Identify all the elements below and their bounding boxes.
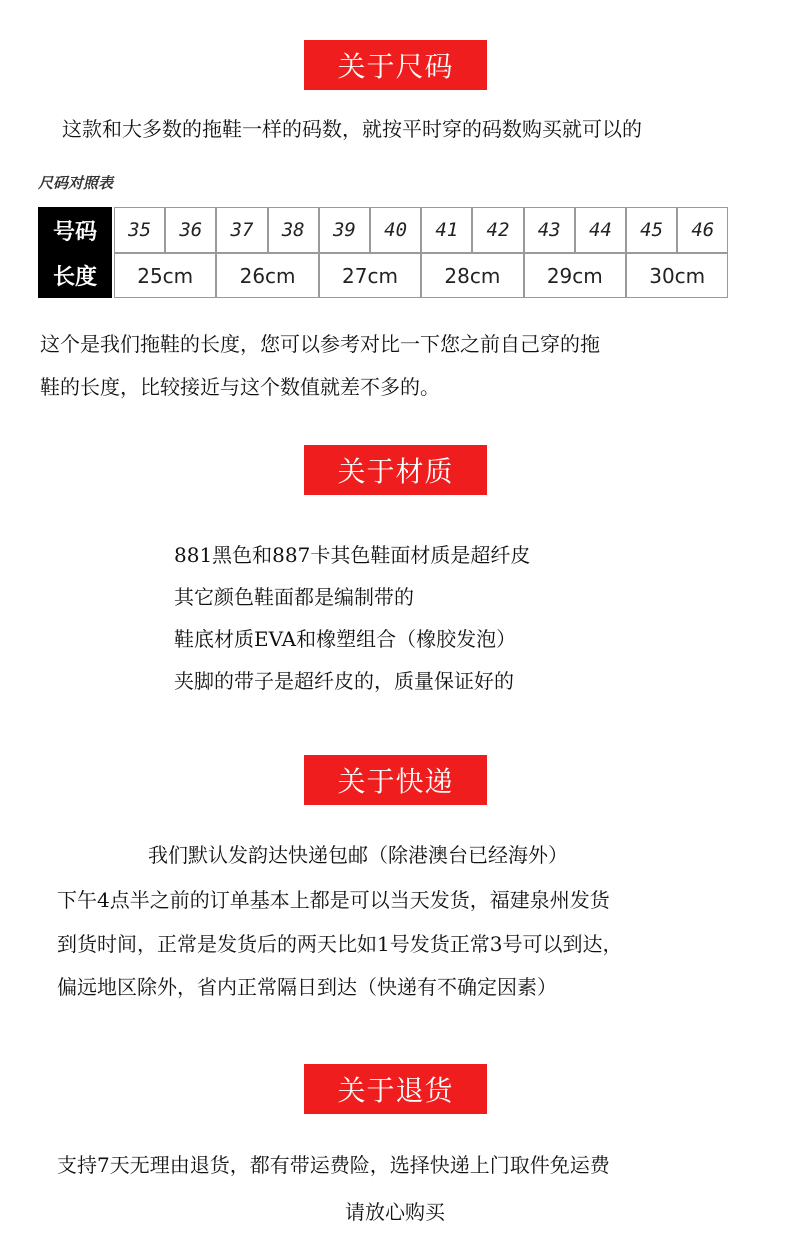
length-cell — [216, 253, 318, 298]
size-value: 43 — [537, 219, 561, 241]
size-intro: 这款和大多数的拖鞋一样的码数，就按平时穿的码数购买就可以的 — [62, 117, 642, 141]
size-value: 38 — [281, 219, 305, 241]
section-title-returns: 关于退货 — [304, 1064, 487, 1114]
size-cell — [677, 207, 728, 253]
shipping-line-4: 偏远地区除外，省内正常隔日到达（快递有不确定因素） — [57, 975, 557, 999]
size-cell — [370, 207, 421, 253]
section-title-size: 关于尺码 — [304, 40, 487, 90]
size-value: 45 — [640, 219, 664, 241]
shipping-line-3: 到货时间，正常是发货后的两天比如1号发货正常3号可以到达， — [57, 932, 623, 956]
size-value: 35 — [128, 219, 152, 241]
size-row-header: 号码 — [38, 207, 112, 253]
size-value: 40 — [384, 219, 408, 241]
length-value: 26cm — [239, 263, 296, 288]
size-cell — [165, 207, 216, 253]
length-cell — [421, 253, 523, 298]
returns-line-2: 请放心购买 — [345, 1200, 445, 1224]
size-value: 36 — [179, 219, 203, 241]
size-value: 37 — [230, 219, 254, 241]
size-value: 39 — [332, 219, 356, 241]
size-note-line-1: 这个是我们拖鞋的长度，您可以参考对比一下您之前自己穿的拖 — [40, 332, 600, 356]
length-cell — [626, 253, 728, 298]
length-value: 29cm — [546, 263, 603, 288]
size-cell — [216, 207, 267, 253]
section-title-shipping: 关于快递 — [304, 755, 487, 805]
size-cell — [421, 207, 472, 253]
size-cell — [319, 207, 370, 253]
size-value: 41 — [435, 219, 459, 241]
material-line-1: 881黑色和887卡其色鞋面材质是超纤皮 — [174, 543, 531, 567]
size-cell — [575, 207, 626, 253]
returns-line-1: 支持7天无理由退货，都有带运费险，选择快递上门取件免运费 — [57, 1153, 610, 1177]
length-cell — [319, 253, 421, 298]
size-cell — [524, 207, 575, 253]
shipping-line-1: 我们默认发韵达快递包邮（除港澳台已经海外） — [148, 843, 568, 867]
size-value: 42 — [486, 219, 510, 241]
material-line-2: 其它颜色鞋面都是编制带的 — [174, 585, 414, 609]
length-value: 25cm — [137, 263, 194, 288]
length-value: 30cm — [649, 263, 706, 288]
size-cell — [268, 207, 319, 253]
section-title-material: 关于材质 — [304, 445, 487, 495]
material-line-3: 鞋底材质EVA和橡塑组合（橡胶发泡） — [174, 627, 517, 651]
length-row-header: 长度 — [38, 253, 112, 298]
size-cell — [626, 207, 677, 253]
size-note-line-2: 鞋的长度，比较接近与这个数值就差不多的。 — [40, 375, 440, 399]
length-value: 28cm — [444, 263, 501, 288]
length-value: 27cm — [342, 263, 398, 288]
size-cell — [114, 207, 165, 253]
size-chart-label: 尺码对照表 — [38, 174, 114, 192]
size-cell — [472, 207, 523, 253]
length-cell — [524, 253, 626, 298]
material-line-4: 夹脚的带子是超纤皮的，质量保证好的 — [174, 669, 514, 693]
shipping-line-2: 下午4点半之前的订单基本上都是可以当天发货，福建泉州发货 — [57, 888, 610, 912]
length-cell — [114, 253, 216, 298]
size-value: 46 — [691, 219, 715, 241]
size-value: 44 — [588, 219, 612, 241]
